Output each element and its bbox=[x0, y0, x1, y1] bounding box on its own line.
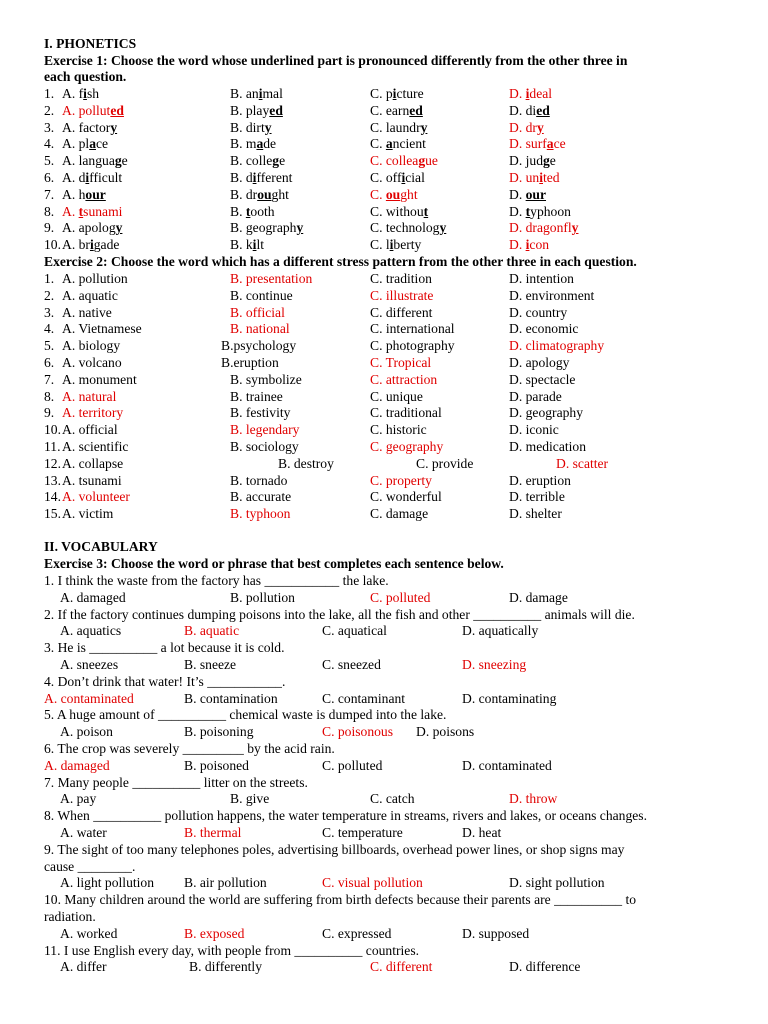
question-number: 7. bbox=[44, 371, 55, 387]
answer-option bbox=[62, 103, 124, 119]
option: D. spectacle bbox=[509, 371, 576, 387]
option-text: B. d bbox=[230, 170, 253, 185]
answer-option: B. official bbox=[230, 304, 285, 320]
option-text: ce bbox=[95, 136, 109, 152]
answer-option bbox=[509, 136, 566, 152]
underlined-sound: ed bbox=[409, 102, 423, 118]
option bbox=[370, 86, 424, 102]
underlined-sound: i bbox=[252, 237, 257, 253]
underlined-sound: y bbox=[439, 220, 447, 236]
option: D. medication bbox=[509, 439, 587, 454]
option bbox=[509, 153, 556, 169]
option-text: C. collea bbox=[370, 153, 419, 169]
option bbox=[370, 136, 426, 152]
option: D. parade bbox=[509, 388, 562, 404]
option: C. international bbox=[370, 321, 455, 337]
option-text: D. bbox=[509, 86, 526, 101]
underlined-sound: g bbox=[114, 153, 122, 169]
underlined-sound: i bbox=[525, 237, 530, 253]
answer-option: C. poisonous bbox=[322, 724, 394, 740]
answer-option: B. typhoon bbox=[230, 506, 291, 522]
underlined-sound: i bbox=[258, 86, 263, 101]
option-text: A. br bbox=[62, 237, 90, 253]
option: D. iconic bbox=[509, 422, 559, 438]
question-number: 3. bbox=[44, 304, 55, 320]
question-number: 6. bbox=[44, 170, 55, 185]
underlined-sound: ed bbox=[269, 102, 283, 118]
underlined-sound: a bbox=[546, 136, 554, 152]
option-text: C. bbox=[370, 186, 386, 202]
answer-option: C. geography bbox=[370, 439, 444, 454]
option-text: C. earn bbox=[370, 102, 410, 118]
question-text: 10. Many children around the world are suffering from birth defects because their parents are __________ to bbox=[44, 892, 637, 908]
option: D. eruption bbox=[509, 472, 571, 488]
underlined-sound: i bbox=[525, 86, 530, 101]
underlined-sound: t bbox=[525, 203, 531, 219]
answer-option: C. Tropical bbox=[370, 355, 432, 370]
answer-option: B. presentation bbox=[230, 271, 313, 286]
option bbox=[370, 103, 423, 119]
underlined-sound: ed bbox=[110, 102, 124, 118]
option bbox=[509, 103, 550, 119]
question-text-cont: radiation. bbox=[44, 909, 96, 924]
option: D. economic bbox=[509, 321, 579, 337]
option-text: B. geograph bbox=[230, 220, 297, 236]
option-text: e bbox=[279, 153, 286, 169]
option-text: e bbox=[549, 153, 556, 169]
answer-option: D. sneezing bbox=[462, 657, 527, 672]
option-text: ght bbox=[400, 186, 418, 202]
underlined-sound: y bbox=[571, 220, 579, 236]
question-text: 11. I use English every day, with people from __________ countries. bbox=[44, 942, 420, 958]
option: D. aquatically bbox=[462, 623, 539, 639]
answer-option: B. exposed bbox=[184, 925, 245, 941]
option-text: A. h bbox=[62, 186, 86, 202]
underlined-sound: i bbox=[401, 170, 406, 185]
option-text: gade bbox=[93, 237, 120, 253]
question-number: 5. bbox=[44, 153, 55, 169]
option: B. festivity bbox=[230, 405, 291, 421]
option-text: A. f bbox=[62, 86, 84, 101]
option-text: e bbox=[121, 153, 128, 169]
option-text: ght bbox=[271, 186, 289, 202]
option-text: B. colle bbox=[230, 153, 273, 169]
option: A. aquatics bbox=[60, 623, 122, 639]
answer-option bbox=[509, 220, 578, 236]
option-text: D. jud bbox=[509, 153, 543, 169]
option: B.eruption bbox=[221, 355, 279, 370]
option: C. different bbox=[370, 304, 433, 320]
option-text: C. laundr bbox=[370, 119, 421, 135]
option-text: con bbox=[529, 237, 550, 253]
option: A. pay bbox=[60, 791, 97, 807]
option-text: A. bbox=[62, 203, 79, 219]
underlined-sound: ou bbox=[257, 186, 272, 202]
option bbox=[230, 86, 283, 102]
answer-option: A. natural bbox=[62, 388, 117, 404]
underlined-sound: i bbox=[89, 237, 94, 253]
option: A. monument bbox=[62, 371, 137, 387]
option: D. geography bbox=[509, 405, 583, 421]
option: A. water bbox=[60, 825, 107, 840]
option-text: D. dragonfl bbox=[509, 220, 572, 236]
option: B. give bbox=[230, 791, 270, 807]
answer-option: A. volunteer bbox=[62, 489, 130, 505]
option bbox=[62, 187, 106, 203]
question-text: 1. I think the waste from the factory has ___________ the lake. bbox=[44, 573, 389, 588]
section-heading-vocabulary: II. VOCABULARY bbox=[44, 539, 158, 554]
underlined-sound: ou bbox=[385, 186, 401, 202]
underlined-sound: our bbox=[525, 186, 547, 202]
option: C. expressed bbox=[322, 925, 392, 941]
option: C. temperature bbox=[322, 825, 403, 840]
option-text: A. pl bbox=[62, 136, 90, 152]
option-text: B. dr bbox=[230, 186, 258, 202]
option: D. contaminated bbox=[462, 757, 552, 773]
option-text: sh bbox=[86, 86, 100, 101]
option: C. damage bbox=[370, 506, 429, 522]
answer-option: C. visual pollution bbox=[322, 875, 423, 891]
underlined-sound: t bbox=[423, 203, 429, 219]
option-text: C. p bbox=[370, 86, 393, 101]
option: A. differ bbox=[60, 959, 107, 975]
option: C. polluted bbox=[322, 757, 383, 773]
exercise-3-title: Exercise 3: Choose the word or phrase that best completes each sentence below. bbox=[44, 556, 504, 571]
option bbox=[370, 220, 446, 236]
answer-option bbox=[509, 170, 560, 186]
option-text: cture bbox=[396, 86, 424, 101]
answer-option bbox=[62, 204, 122, 220]
option-text: de bbox=[263, 136, 277, 152]
option: A. damaged bbox=[60, 589, 126, 605]
option-text: C. withou bbox=[370, 203, 424, 219]
underlined-sound: ed bbox=[536, 102, 550, 118]
answer-option bbox=[509, 120, 544, 136]
option: D. heat bbox=[462, 825, 502, 840]
option: D. intention bbox=[509, 271, 574, 286]
option: A. light pollution bbox=[60, 875, 155, 891]
underlined-sound: i bbox=[392, 86, 397, 101]
option-text: B. bbox=[230, 203, 246, 219]
option: D. shelter bbox=[509, 506, 562, 522]
underlined-sound: g bbox=[542, 153, 550, 169]
question-number: 5. bbox=[44, 338, 55, 354]
option-text: B. dirt bbox=[230, 119, 265, 135]
option bbox=[370, 170, 425, 186]
answer-option bbox=[370, 187, 418, 203]
option-text: D. di bbox=[509, 102, 537, 118]
option-text: B. play bbox=[230, 102, 270, 118]
question-text: 7. Many people __________ litter on the streets. bbox=[44, 774, 308, 790]
underlined-sound: i bbox=[539, 170, 543, 185]
question-number: 3. bbox=[44, 119, 55, 135]
option: B.psychology bbox=[221, 338, 297, 354]
question-number: 4. bbox=[44, 321, 55, 337]
option: B. tornado bbox=[230, 472, 288, 488]
option: D. terrible bbox=[509, 489, 565, 505]
option: C. unique bbox=[370, 388, 423, 404]
option: A. Vietnamese bbox=[62, 321, 142, 337]
option: D. sight pollution bbox=[509, 875, 605, 891]
option-text: C. off bbox=[370, 170, 402, 185]
exercise-2-title: Exercise 2: Choose the word which has a different stress pattern from the other three in each question. bbox=[44, 254, 637, 269]
option: A. scientific bbox=[62, 439, 129, 454]
option: C. sneezed bbox=[322, 657, 381, 672]
question-text: 4. Don’t drink that water! It’s ___________. bbox=[44, 673, 286, 689]
question-number: 4. bbox=[44, 136, 55, 152]
question-number: 12. bbox=[44, 455, 61, 471]
option: A. worked bbox=[60, 925, 118, 941]
underlined-sound: y bbox=[296, 220, 304, 236]
option-text: D. un bbox=[509, 170, 540, 185]
option-text: A. factor bbox=[62, 119, 111, 135]
question-number: 10. bbox=[44, 237, 61, 253]
answer-option: C. polluted bbox=[370, 589, 431, 605]
option: B. contamination bbox=[184, 690, 278, 706]
option: B. sneeze bbox=[184, 657, 237, 672]
option bbox=[230, 120, 272, 136]
question-text-cont: cause ________. bbox=[44, 858, 136, 874]
answer-option bbox=[509, 86, 552, 102]
option-text: B. k bbox=[230, 237, 253, 253]
option: D. supposed bbox=[462, 925, 530, 941]
underlined-sound: i bbox=[389, 237, 394, 253]
question-number: 2. bbox=[44, 287, 55, 303]
answer-option bbox=[509, 237, 549, 253]
option-text: ue bbox=[425, 153, 438, 169]
option-text: ooth bbox=[250, 203, 275, 219]
option: C. tradition bbox=[370, 271, 432, 286]
option-text: D. bbox=[509, 203, 526, 219]
option bbox=[62, 237, 119, 253]
question-number: 1. bbox=[44, 86, 55, 101]
option: C. contaminant bbox=[322, 690, 406, 706]
underlined-sound: g bbox=[272, 153, 280, 169]
answer-option: A. territory bbox=[62, 405, 124, 421]
option-text: berty bbox=[393, 237, 422, 253]
option-text: A. apolog bbox=[62, 220, 116, 236]
underlined-sound: y bbox=[110, 119, 118, 135]
question-number: 6. bbox=[44, 355, 55, 370]
option-text: mal bbox=[262, 86, 283, 101]
underlined-sound: y bbox=[115, 220, 123, 236]
option: C. historic bbox=[370, 422, 427, 438]
option bbox=[509, 187, 546, 203]
option-text: D. bbox=[509, 186, 526, 202]
underlined-sound: our bbox=[85, 186, 106, 202]
option-text: D. surf bbox=[509, 136, 547, 152]
option: B. air pollution bbox=[184, 875, 267, 891]
option: B. accurate bbox=[230, 489, 292, 505]
option: B. symbolize bbox=[230, 371, 302, 387]
option: D. country bbox=[509, 304, 568, 320]
question-text: 8. When __________ pollution happens, the water temperature in streams, rivers and lakes, or oceans changes. bbox=[44, 808, 647, 824]
answer-option bbox=[370, 153, 438, 169]
option-text: C. technolog bbox=[370, 220, 440, 236]
underlined-sound: y bbox=[420, 119, 428, 135]
underlined-sound: i bbox=[252, 170, 257, 185]
question-number: 1. bbox=[44, 271, 55, 286]
option: C. wonderful bbox=[370, 489, 442, 505]
option bbox=[230, 204, 275, 220]
option: D. poisons bbox=[416, 724, 475, 740]
answer-option: A. damaged bbox=[44, 757, 110, 773]
option: B. destroy bbox=[278, 455, 334, 471]
answer-option: D. climatography bbox=[509, 338, 605, 354]
option-text: lt bbox=[256, 237, 265, 253]
question-number: 15. bbox=[44, 506, 61, 522]
option-text: D. dr bbox=[509, 119, 537, 135]
question-number: 9. bbox=[44, 220, 55, 236]
underlined-sound: t bbox=[245, 203, 251, 219]
underlined-sound: g bbox=[418, 153, 426, 169]
question-text: 2. If the factory continues dumping poisons into the lake, all the fish and other __________ animals will die. bbox=[44, 606, 635, 622]
question-number: 2. bbox=[44, 102, 55, 118]
option-text: C. l bbox=[370, 237, 390, 253]
option: B. trainee bbox=[230, 388, 283, 404]
option: A. victim bbox=[62, 506, 114, 522]
underlined-sound: a bbox=[89, 136, 96, 152]
option bbox=[370, 120, 427, 136]
option-text: A. d bbox=[62, 170, 86, 185]
option: D. damage bbox=[509, 589, 568, 605]
answer-option: B. legendary bbox=[230, 422, 300, 438]
option-text: ted bbox=[543, 170, 560, 185]
answer-option: B. aquatic bbox=[184, 623, 240, 639]
option-text: sunami bbox=[83, 203, 123, 219]
option bbox=[230, 220, 303, 236]
option-text: C. bbox=[370, 136, 386, 152]
option bbox=[62, 170, 122, 186]
option-text: D. bbox=[509, 237, 526, 253]
section-heading-phonetics: I. PHONETICS bbox=[44, 36, 137, 51]
option: D. difference bbox=[509, 959, 581, 975]
option bbox=[230, 136, 276, 152]
option-text: fferent bbox=[256, 170, 293, 185]
option-text: ncient bbox=[392, 136, 426, 152]
answer-option: D. throw bbox=[509, 791, 558, 807]
underlined-sound: i bbox=[85, 170, 90, 185]
option bbox=[230, 103, 283, 119]
option: C. photography bbox=[370, 338, 455, 354]
answer-option: C. attraction bbox=[370, 371, 438, 387]
option bbox=[62, 136, 108, 152]
question-text: 6. The crop was severely _________ by the acid rain. bbox=[44, 741, 335, 756]
option-text: ce bbox=[553, 136, 566, 152]
option: D. apology bbox=[509, 355, 570, 370]
exercise-1-title-cont: each question. bbox=[44, 69, 127, 84]
option-text: deal bbox=[529, 86, 553, 101]
underlined-sound: t bbox=[78, 203, 84, 219]
question-number: 8. bbox=[44, 388, 55, 404]
option-text: cial bbox=[405, 170, 425, 185]
option bbox=[370, 204, 428, 220]
option bbox=[62, 153, 128, 169]
option: A. aquatic bbox=[62, 287, 118, 303]
option: D. environment bbox=[509, 287, 595, 303]
option: A. collapse bbox=[62, 455, 124, 471]
underlined-sound: a bbox=[256, 136, 264, 152]
option: B. continue bbox=[230, 287, 293, 303]
question-number: 7. bbox=[44, 186, 55, 202]
question-number: 13. bbox=[44, 472, 61, 488]
option: A. sneezes bbox=[60, 657, 119, 672]
answer-option: C. different bbox=[370, 959, 433, 975]
option: B. sociology bbox=[230, 439, 299, 454]
option-text: yphoon bbox=[530, 203, 571, 219]
option: A. native bbox=[62, 304, 112, 320]
underlined-sound: y bbox=[264, 119, 272, 135]
option bbox=[62, 120, 117, 136]
exercise-1-title: Exercise 1: Choose the word whose underlined part is pronounced differently from the other three in bbox=[44, 53, 628, 68]
question-text: 5. A huge amount of __________ chemical waste is dumped into the lake. bbox=[44, 707, 447, 723]
option bbox=[370, 237, 421, 253]
option bbox=[230, 170, 292, 186]
answer-option: B. thermal bbox=[184, 825, 242, 840]
answer-option: B. national bbox=[230, 321, 290, 337]
question-text: 3. He is __________ a lot because it is cold. bbox=[44, 640, 285, 656]
answer-option: A. contaminated bbox=[44, 690, 134, 706]
option: A. official bbox=[62, 422, 118, 438]
option bbox=[230, 153, 285, 169]
underlined-sound: a bbox=[385, 136, 393, 152]
option: A. biology bbox=[62, 338, 121, 354]
option: C. catch bbox=[370, 791, 415, 807]
option: A. pollution bbox=[62, 271, 128, 286]
answer-option: C. property bbox=[370, 472, 432, 488]
option: A. volcano bbox=[62, 355, 122, 370]
option: A. tsunami bbox=[62, 472, 122, 488]
question-text: 9. The sight of too many telephones poles, advertising billboards, overhead power lines, or shop signs may bbox=[44, 841, 625, 857]
question-number: 11. bbox=[44, 439, 61, 454]
option: C. provide bbox=[416, 455, 474, 471]
option: C. aquatical bbox=[322, 623, 387, 639]
answer-option: D. scatter bbox=[556, 455, 609, 471]
answer-option: C. illustrate bbox=[370, 287, 434, 303]
option-text: fficult bbox=[89, 170, 123, 185]
option bbox=[62, 86, 99, 102]
question-number: 9. bbox=[44, 405, 55, 421]
option: B. pollution bbox=[230, 589, 295, 605]
option: B. poisoning bbox=[184, 724, 254, 740]
option bbox=[230, 237, 264, 253]
option-text: A. pollut bbox=[62, 102, 111, 118]
option: D. contaminating bbox=[462, 690, 557, 706]
option bbox=[230, 187, 289, 203]
question-number: 8. bbox=[44, 203, 55, 219]
option-text: A. langua bbox=[62, 153, 115, 169]
option bbox=[62, 220, 122, 236]
option bbox=[509, 204, 571, 220]
option: B. differently bbox=[189, 959, 262, 975]
option: B. poisoned bbox=[184, 757, 249, 773]
option: C. traditional bbox=[370, 405, 442, 421]
underlined-sound: i bbox=[83, 86, 87, 101]
underlined-sound: y bbox=[536, 119, 544, 135]
question-number: 14. bbox=[44, 489, 61, 505]
option-text: B. an bbox=[230, 86, 259, 101]
option-text: B. m bbox=[230, 136, 257, 152]
question-number: 10. bbox=[44, 422, 61, 438]
option: A. poison bbox=[60, 724, 113, 740]
